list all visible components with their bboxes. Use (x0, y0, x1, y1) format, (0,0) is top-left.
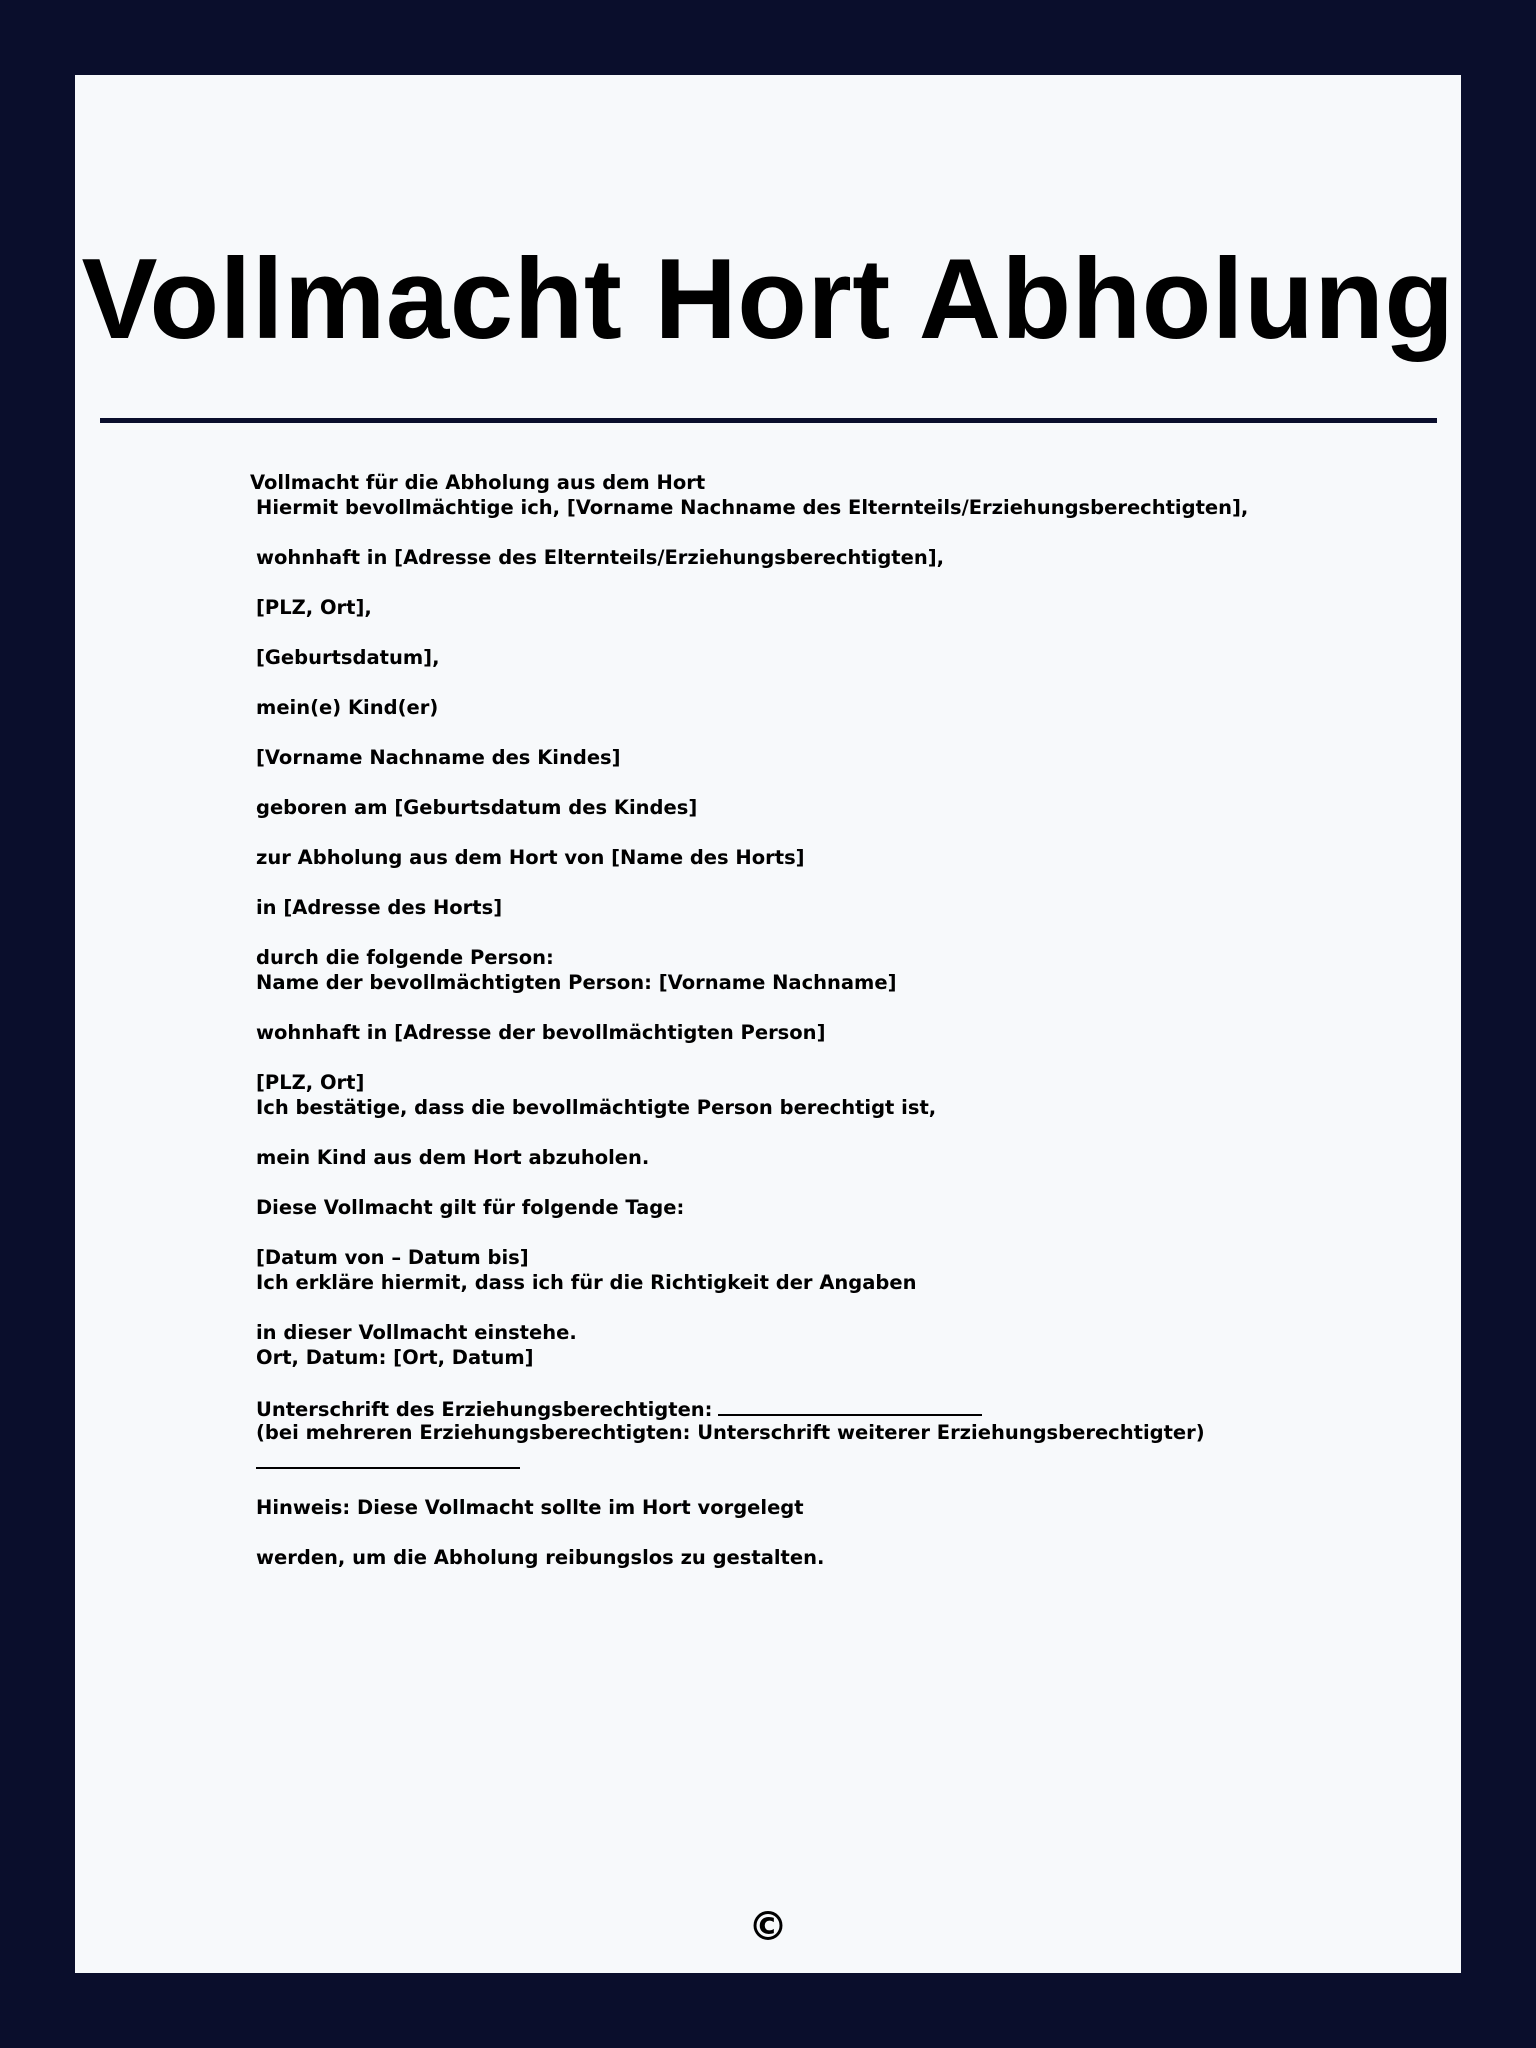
text-line: in dieser Vollmacht einstehe. (256, 1321, 577, 1344)
text-line: mein Kind aus dem Hort abzuholen. (256, 1146, 650, 1169)
title-divider (100, 418, 1437, 423)
document-title: Vollmacht Hort Abholung (81, 236, 1455, 363)
signature-line (718, 1395, 982, 1416)
text-line: zur Abholung aus dem Hort von [Name des Horts] (256, 846, 805, 869)
text-line: Hinweis: Diese Vollmacht sollte im Hort vorgelegt (256, 1496, 804, 1519)
text-line: [Vorname Nachname des Kindes] (256, 746, 621, 769)
second-signature-line (256, 1448, 520, 1469)
text-line: Name der bevollmächtigten Person: [Vorname Nachname] (256, 971, 897, 994)
text-line: Ich bestätige, dass die bevollmächtigte Person berechtigt ist, (256, 1096, 937, 1119)
text-line: in [Adresse des Horts] (256, 896, 503, 919)
text-line: [PLZ, Ort] (256, 1071, 365, 1094)
copyright-symbol: © (748, 1904, 788, 1950)
text-line: durch die folgende Person: (256, 946, 554, 969)
text-line: geboren am [Geburtsdatum des Kindes] (256, 796, 698, 819)
text-line: [Geburtsdatum], (256, 646, 440, 669)
text-line: Hiermit bevollmächtige ich, [Vorname Nachname des Elternteils/Erziehungsberechtigten], (256, 496, 1249, 519)
second-signature-row (250, 1445, 1400, 1495)
document-heading: Vollmacht für die Abholung aus dem Hort (250, 471, 706, 494)
text-line: [PLZ, Ort], (256, 596, 372, 619)
text-line: Ort, Datum: [Ort, Datum] (256, 1346, 534, 1369)
text-line: wohnhaft in [Adresse der bevollmächtigten Person] (256, 1021, 826, 1044)
text-line: Diese Vollmacht gilt für folgende Tage: (256, 1196, 685, 1219)
text-line: mein(e) Kind(er) (256, 696, 439, 719)
text-line: werden, um die Abholung reibungslos zu gestalten. (256, 1546, 825, 1569)
text-line: wohnhaft in [Adresse des Elternteils/Erziehungsberechtigten], (256, 546, 945, 569)
text-line: Ich erkläre hiermit, dass ich für die Richtigkeit der Angaben (256, 1271, 917, 1294)
text-line: [Datum von – Datum bis] (256, 1246, 529, 1269)
text-line: (bei mehreren Erziehungsberechtigten: Unterschrift weiterer Erziehungsberechtigter) (256, 1421, 1205, 1444)
document-body (250, 470, 1400, 1570)
signature-label: Unterschrift des Erziehungsberechtigten: (256, 1398, 713, 1421)
signature-row (250, 1395, 1400, 1420)
